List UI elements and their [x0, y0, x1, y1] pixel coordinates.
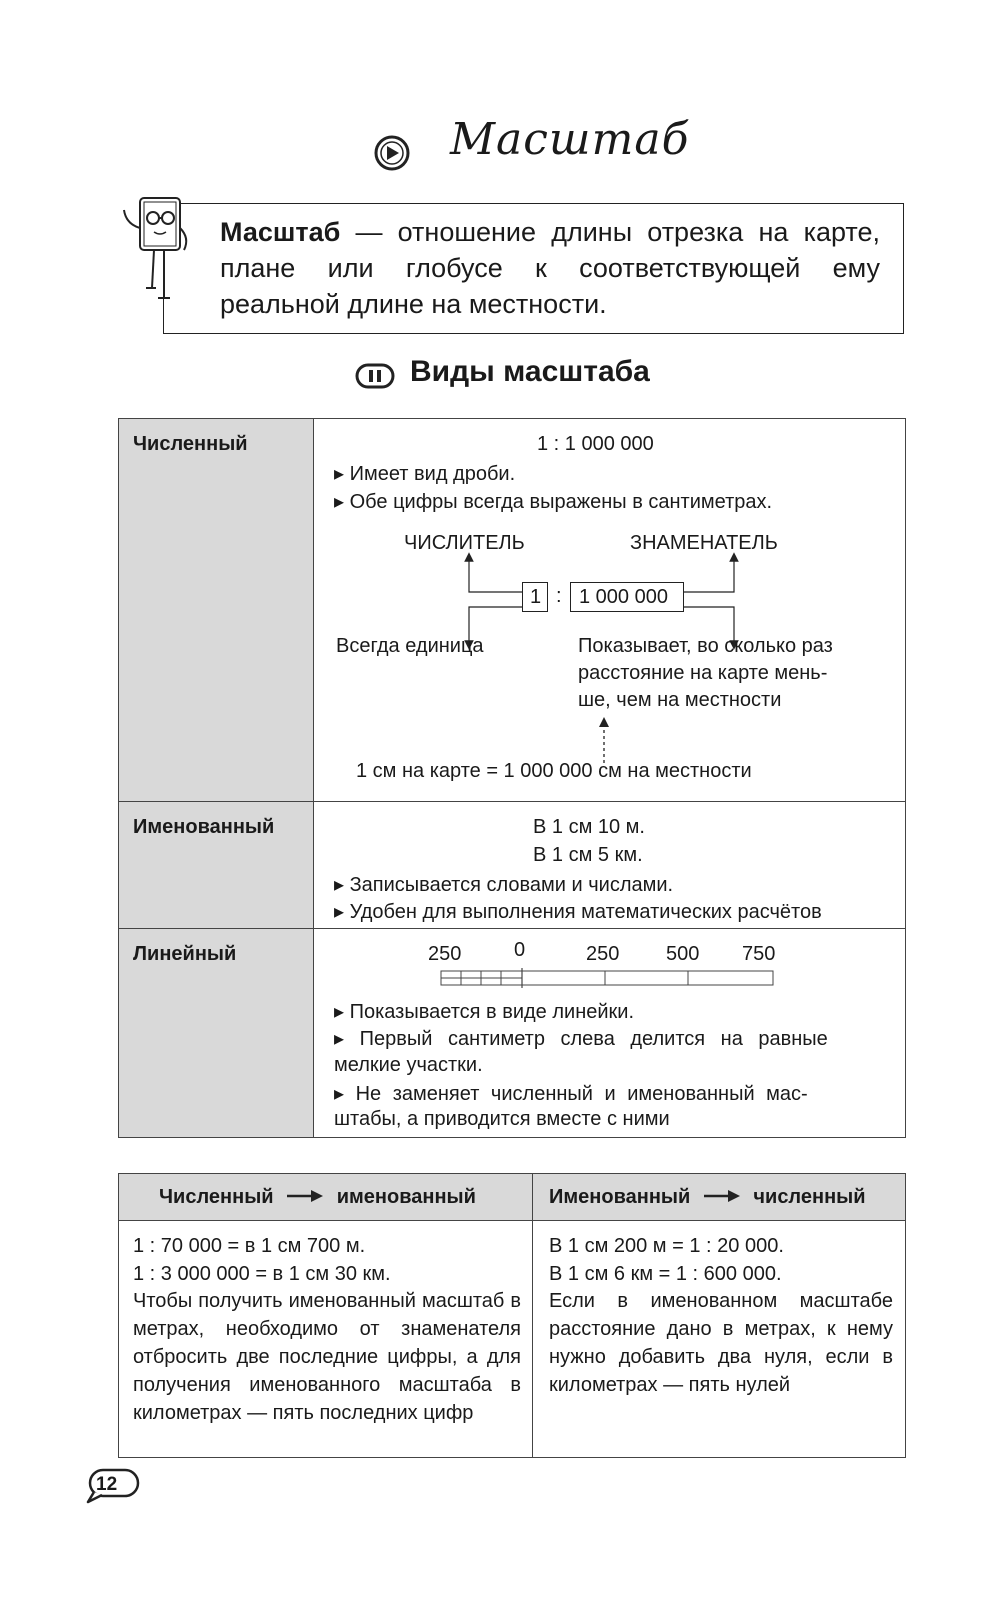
heading-to: численный — [753, 1186, 866, 1208]
arrow-right-icon — [287, 1186, 323, 1209]
numeric-label: Численный — [133, 433, 248, 455]
conversion-left-example-1: 1 : 70 000 = в 1 см 700 м. — [133, 1235, 366, 1257]
book-mascot-icon — [118, 188, 198, 308]
linear-label-cell — [118, 928, 314, 1138]
definition-term: Масштаб — [220, 217, 341, 247]
named-bullet-2: ▸ Удобен для выполнения математических расчётов — [334, 901, 822, 923]
linear-bullet-3a: ▸ Не заменяет численный и именованный мас- — [334, 1083, 808, 1105]
linear-bullet-2a: ▸ Первый сантиметр слева делится на равные — [334, 1028, 828, 1050]
explain-line-3: ше, чем на местности — [578, 689, 782, 711]
conversion-header-right — [532, 1173, 906, 1221]
conversion-right-example-2: В 1 см 6 км = 1 : 600 000. — [549, 1263, 782, 1285]
numeric-scale-row — [118, 418, 906, 802]
definition-body: — отношение длины отрезка на карте, плане или глобусе к соответствующей ему реальной длине на местности. — [220, 217, 880, 319]
linear-label: Линейный — [133, 943, 237, 965]
heading-to: именованный — [336, 1186, 476, 1208]
heading-from: Именованный — [549, 1186, 691, 1208]
named-example-2: В 1 см 5 км. — [533, 844, 643, 866]
numeric-bullet-1: ▸ Имеет вид дроби. — [334, 463, 516, 485]
linear-content-cell — [313, 928, 906, 1138]
conversion-left-text: Чтобы получить именованный масштаб в метрах, необходимо от знаменателя отбросить две последние цифры, а для получения именованного масштаба в километрах — пять последних цифр — [133, 1290, 521, 1424]
definition-text — [220, 214, 880, 322]
named-content-cell — [313, 801, 906, 929]
always-one-text: Всегда единица — [336, 635, 484, 657]
numeric-label-cell — [118, 418, 314, 802]
conversion-right-text: Если в именованном масштабе расстояние дано в метрах, к нему нужно добавить два нуля, если в километрах — пять нулей — [549, 1290, 893, 1396]
named-label-cell — [118, 801, 314, 929]
fraction-colon: : — [556, 585, 562, 607]
page-number: 12 — [96, 1474, 118, 1495]
page-title: Масштаб — [450, 114, 690, 165]
ruler-tick-label: 750 — [742, 943, 776, 965]
linear-scale-row — [118, 928, 906, 1138]
ruler-tick-label: 0 — [514, 939, 526, 961]
named-label: Именованный — [133, 816, 275, 838]
denominator-box — [570, 582, 684, 612]
numerator-label: ЧИСЛИТЕЛЬ — [404, 532, 525, 554]
named-example-1: В 1 см 10 м. — [533, 816, 645, 838]
conversion-body-right — [532, 1220, 906, 1458]
linear-bullet-2b: мелкие участки. — [334, 1054, 483, 1076]
conversion-header-left — [118, 1173, 533, 1221]
ruler-tick-label: 250 — [428, 943, 462, 965]
named-bullet-1: ▸ Записывается словами и числами. — [334, 874, 674, 896]
pause-icon — [355, 363, 395, 389]
numerator-value: 1 — [530, 586, 542, 608]
play-icon — [372, 133, 412, 173]
linear-ruler — [440, 967, 780, 989]
numeric-footer: 1 см на карте = 1 000 000 см на местности — [356, 760, 752, 782]
linear-bullet-3b: штабы, а приводится вместе с ними — [334, 1108, 670, 1130]
conversion-left-heading — [159, 1186, 476, 1209]
conversion-right-heading — [549, 1186, 866, 1209]
explain-line-1: Показывает, во сколько раз — [578, 635, 833, 657]
named-scale-row — [118, 801, 906, 929]
explain-line-2: расстояние на карте мень- — [578, 662, 828, 684]
arrow-right-icon — [704, 1186, 740, 1209]
ruler-tick-label: 500 — [666, 943, 700, 965]
dotted-arrow — [594, 715, 614, 765]
numeric-bullet-2: ▸ Обе цифры всегда выражены в сантиметрах. — [334, 491, 773, 513]
linear-bullet-1: ▸ Показывается в виде линейки. — [334, 1001, 635, 1023]
section-title: Виды масштаба — [410, 355, 650, 388]
conversion-right-example-1: В 1 см 200 м = 1 : 20 000. — [549, 1235, 784, 1257]
denominator-label: ЗНАМЕНАТЕЛЬ — [630, 532, 778, 554]
conversion-body-left — [118, 1220, 533, 1458]
numeric-example: 1 : 1 000 000 — [537, 433, 654, 455]
ruler-tick-label: 250 — [586, 943, 620, 965]
denominator-value: 1 000 000 — [579, 586, 668, 608]
numeric-content-cell — [313, 418, 906, 802]
heading-from: Численный — [159, 1186, 274, 1208]
conversion-left-example-2: 1 : 3 000 000 = в 1 см 30 км. — [133, 1263, 391, 1285]
numerator-box — [522, 582, 548, 612]
